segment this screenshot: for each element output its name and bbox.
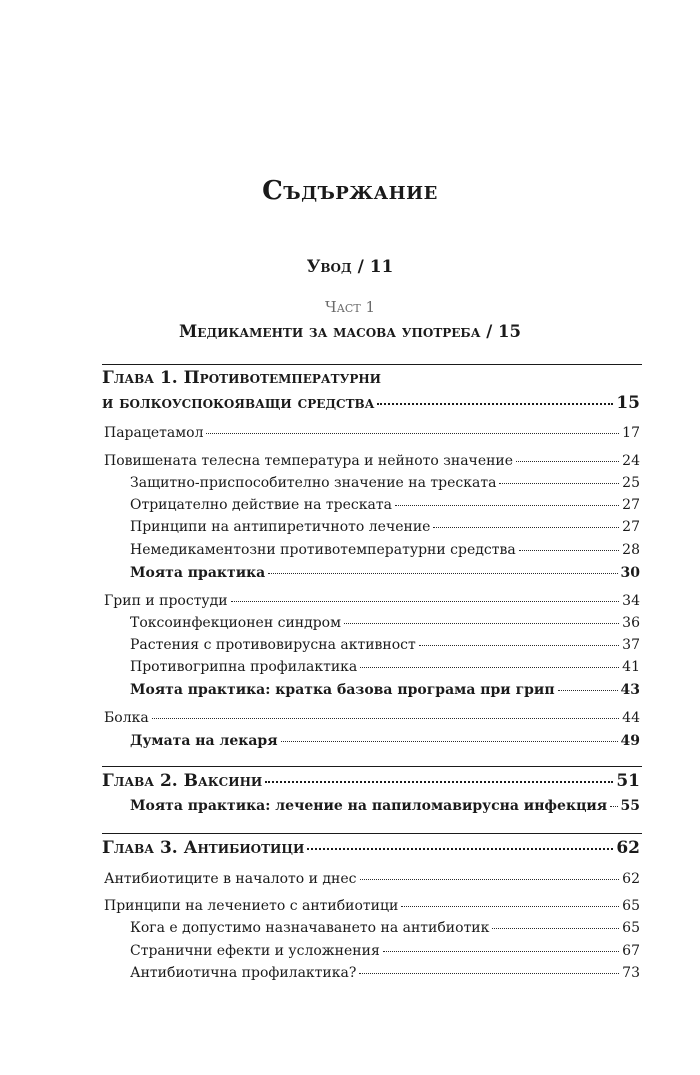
toc-entry-label: Кога е допустимо назначаването на антибиотик: [130, 920, 490, 936]
chapter-2-page: 51: [616, 771, 640, 791]
toc-entry-label: Растения с противовирусна активност: [130, 637, 416, 653]
leader-dots: [307, 848, 613, 850]
leader-dots: [359, 973, 619, 974]
toc-entry-page: 28: [622, 542, 640, 558]
toc-entry-page: 73: [622, 965, 640, 981]
toc-entry-label: Защитно-приспособително значение на треската: [130, 475, 497, 491]
leader-dots: [558, 690, 618, 691]
toc-subentry-highlight: [130, 565, 640, 581]
toc-subentry: [130, 615, 640, 631]
toc-entry-label: Странични ефекти и усложнения: [130, 943, 380, 959]
leader-dots: [419, 645, 619, 646]
leader-dots: [516, 461, 619, 462]
toc-entry-page: 43: [620, 682, 640, 698]
chapter-divider: [102, 766, 642, 767]
toc-entry: [104, 453, 640, 469]
toc-subentry: [130, 637, 640, 653]
chapter-2-entry: [102, 771, 640, 791]
toc-entry-page: 55: [620, 798, 640, 814]
chapter-1-page: 15: [616, 393, 640, 413]
leader-dots: [519, 550, 619, 551]
toc-entry-page: 17: [622, 425, 640, 441]
toc-entry-label: Антибиотиците в началото и днес: [104, 871, 357, 887]
toc-entry-label: Токсоинфекционен синдром: [130, 615, 342, 631]
part-label: Част 1: [325, 298, 375, 316]
toc-entry-label: Моята практика: [130, 565, 266, 581]
chapter-1-title-line1: Глава 1. Противотемпературни: [102, 368, 382, 388]
toc-entry-page: 65: [622, 898, 640, 914]
leader-dots: [610, 806, 617, 807]
toc-entry-page: 30: [620, 565, 640, 581]
toc-subentry: [130, 659, 640, 675]
toc-subentry: [130, 965, 640, 981]
leader-dots: [383, 951, 619, 952]
toc-subentry: [130, 920, 640, 936]
toc-subentry: [130, 519, 640, 535]
toc-entry: [104, 871, 640, 887]
leader-dots: [499, 483, 619, 484]
chapter-3-entry: [102, 838, 640, 858]
part-title: Медикаменти за масова употреба / 15: [179, 322, 521, 341]
toc-entry-page: 25: [622, 475, 640, 491]
toc-entry-label: Грип и простуди: [104, 593, 228, 609]
chapter-3-page: 62: [616, 838, 640, 858]
leader-dots: [377, 403, 613, 405]
toc-entry-label: Моята практика: лечение на папиломавирусна инфекция: [130, 798, 608, 814]
leader-dots: [231, 601, 620, 602]
toc-entry-page: 44: [622, 710, 640, 726]
leader-dots: [433, 527, 619, 528]
toc-entry-label: Противогрипна профилактика: [130, 659, 358, 675]
leader-dots: [344, 623, 619, 624]
toc-entry-label: Принципи на антипиретичното лечение: [130, 519, 431, 535]
toc-subentry: [130, 475, 640, 491]
toc-entry-label: Моята практика: кратка базова програма при грип: [130, 682, 555, 698]
toc-entry-label: Повишената телесна температура и нейното значение: [104, 453, 514, 469]
leader-dots: [281, 741, 618, 742]
leader-dots: [360, 879, 620, 880]
toc-entry-page: 37: [622, 637, 640, 653]
toc-entry-label: Болка: [104, 710, 149, 726]
toc-entry-label: Думата на лекаря: [130, 733, 278, 749]
chapter-divider: [102, 833, 642, 834]
leader-dots: [206, 433, 619, 434]
leader-dots: [360, 667, 619, 668]
chapter-1-entry: [102, 393, 640, 413]
toc-entry-label: Парацетамол: [104, 425, 204, 441]
toc-entry-page: 62: [622, 871, 640, 887]
leader-dots: [152, 718, 619, 719]
toc-entry-label: Отрицателно действие на треската: [130, 497, 392, 513]
leader-dots: [268, 573, 617, 574]
leader-dots: [265, 781, 613, 783]
toc-entry: [104, 710, 640, 726]
chapter-2-title: Глава 2. Ваксини: [102, 771, 263, 791]
toc-entry-label: Антибиотична профилактика?: [130, 965, 357, 981]
leader-dots: [492, 928, 619, 929]
leader-dots: [395, 505, 619, 506]
toc-entry-page: 49: [620, 733, 640, 749]
toc-entry-page: 24: [622, 453, 640, 469]
toc-entry-page: 27: [622, 497, 640, 513]
toc-entry-page: 27: [622, 519, 640, 535]
toc-entry: [104, 425, 640, 441]
chapter-divider: [102, 364, 642, 365]
chapter-1-title-line2: и болкоуспокояващи средства: [102, 393, 375, 413]
toc-subentry-highlight: [130, 682, 640, 698]
toc-subentry-highlight: [130, 733, 640, 749]
toc-entry-label: Принципи на лечението с антибиотици: [104, 898, 399, 914]
toc-subentry: [130, 542, 640, 558]
toc-entry: [104, 593, 640, 609]
toc-subentry: [130, 943, 640, 959]
toc-entry-page: 65: [622, 920, 640, 936]
toc-entry-page: 67: [622, 943, 640, 959]
page-title: Съдържание: [262, 176, 438, 206]
toc-entry-label: Немедикаментозни противотемпературни средства: [130, 542, 516, 558]
toc-entry: [104, 898, 640, 914]
leader-dots: [401, 906, 619, 907]
intro-entry: Увод / 11: [306, 257, 394, 277]
toc-entry-page: 41: [622, 659, 640, 675]
toc-subentry: [130, 497, 640, 513]
chapter-3-title: Глава 3. Антибиотици: [102, 838, 305, 858]
toc-entry-page: 36: [622, 615, 640, 631]
toc-subentry-highlight: [130, 798, 640, 814]
toc-entry-page: 34: [622, 593, 640, 609]
